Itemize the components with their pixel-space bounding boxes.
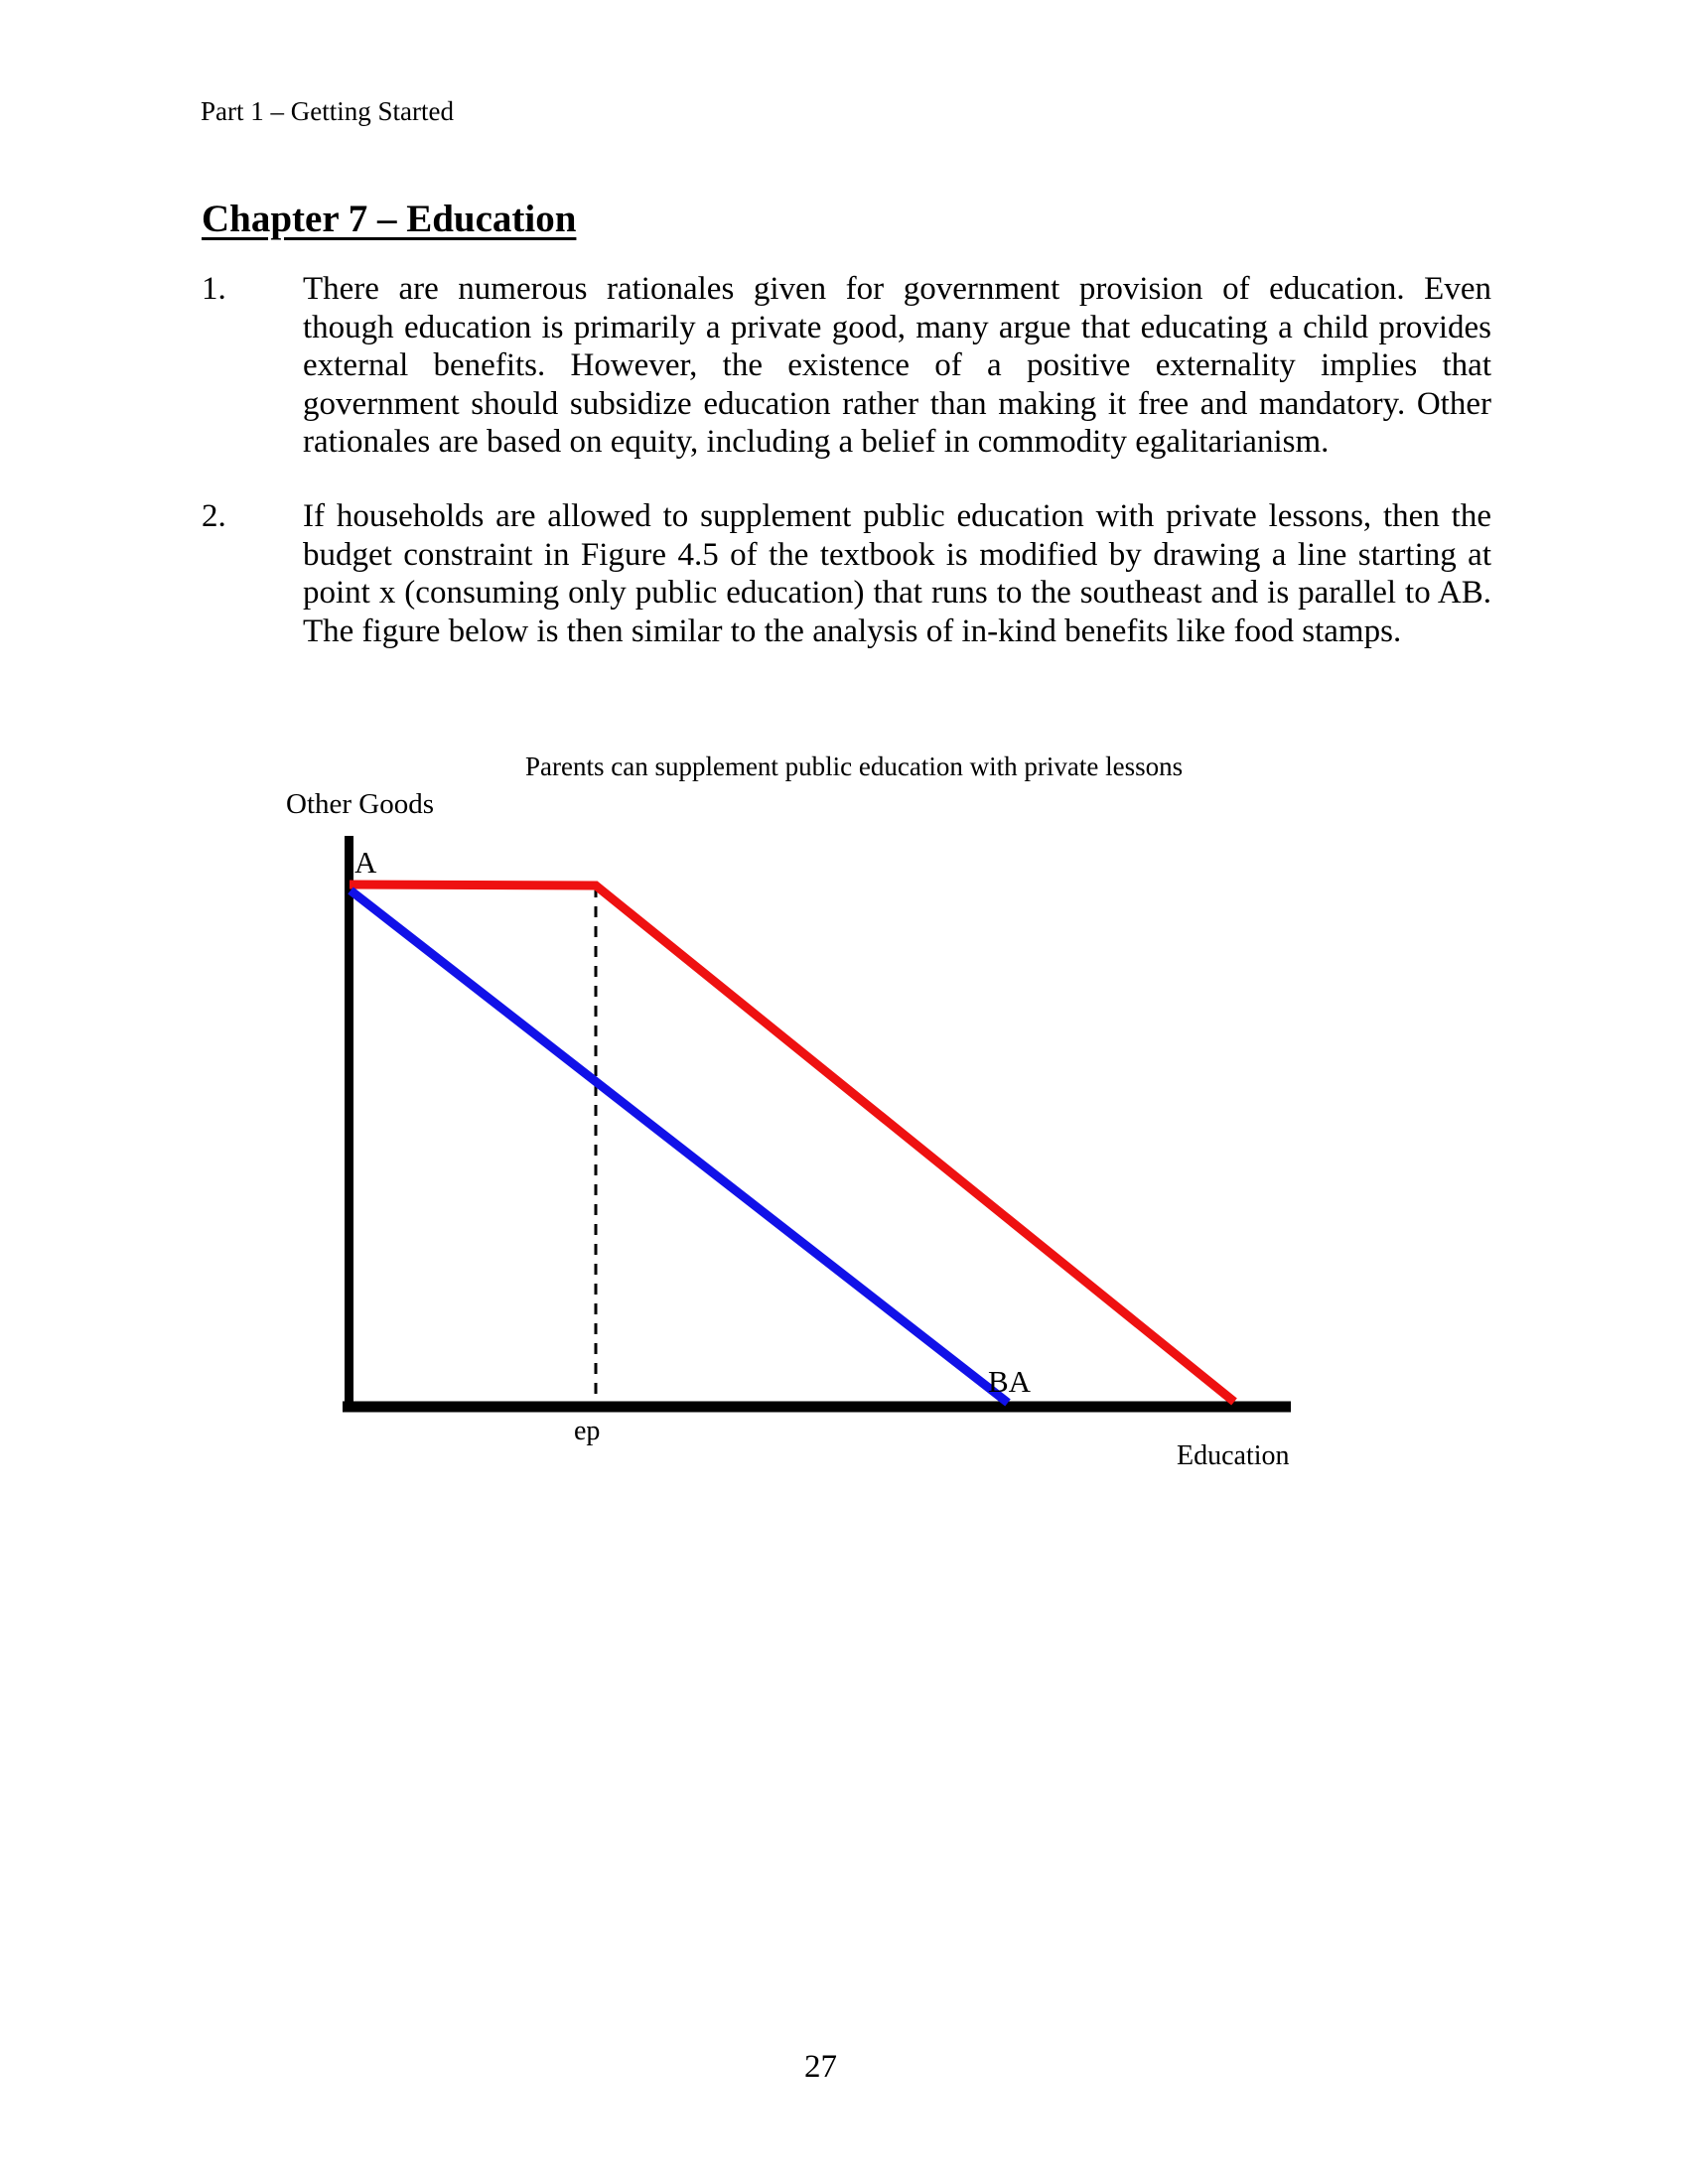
figure-title: Parents can supplement public education with private lessons — [525, 751, 1184, 781]
running-header: Part 1 – Getting Started — [201, 96, 454, 126]
original-budget-line — [351, 890, 1008, 1403]
text-line: external benefits. However, the existence of a positive externality implies that — [303, 347, 1491, 383]
y-axis-label: Other Goods — [286, 788, 435, 820]
budget-constraint-chart — [338, 822, 1301, 1418]
point-label-a: A — [354, 845, 377, 880]
text-line: though education is primarily a private good, many argue that educating a child provides — [303, 309, 1491, 345]
item-number: 2. — [202, 498, 226, 534]
text-line: The figure below is then similar to the analysis of in-kind benefits like food stamps. — [303, 613, 1402, 649]
item-text — [303, 497, 1491, 650]
x-axis-label: Education — [1177, 1440, 1290, 1471]
text-line: There are numerous rationales given for government provision of education. Even — [303, 271, 1491, 307]
chapter-title: Chapter 7 – Education — [202, 198, 577, 240]
text-line: point x (consuming only public education) that runs to the southeast and is parallel to AB. — [303, 575, 1491, 611]
point-label-ba: BA — [988, 1364, 1032, 1399]
item-number: 1. — [202, 271, 226, 307]
item-text — [303, 270, 1491, 462]
page-number: 27 — [804, 2049, 837, 2085]
text-line: If households are allowed to supplement public education with private lessons, then the — [303, 498, 1491, 534]
text-line: budget constraint in Figure 4.5 of the textbook is modified by drawing a line starting at — [303, 536, 1491, 573]
supplement-budget-line — [350, 885, 1234, 1402]
text-line: rationales are based on equity, including a belief in commodity egalitarianism. — [303, 424, 1330, 460]
tick-label-ep: ep — [574, 1416, 601, 1446]
text-line: government should subsidize education rather than making it free and mandatory. Other — [303, 385, 1491, 422]
